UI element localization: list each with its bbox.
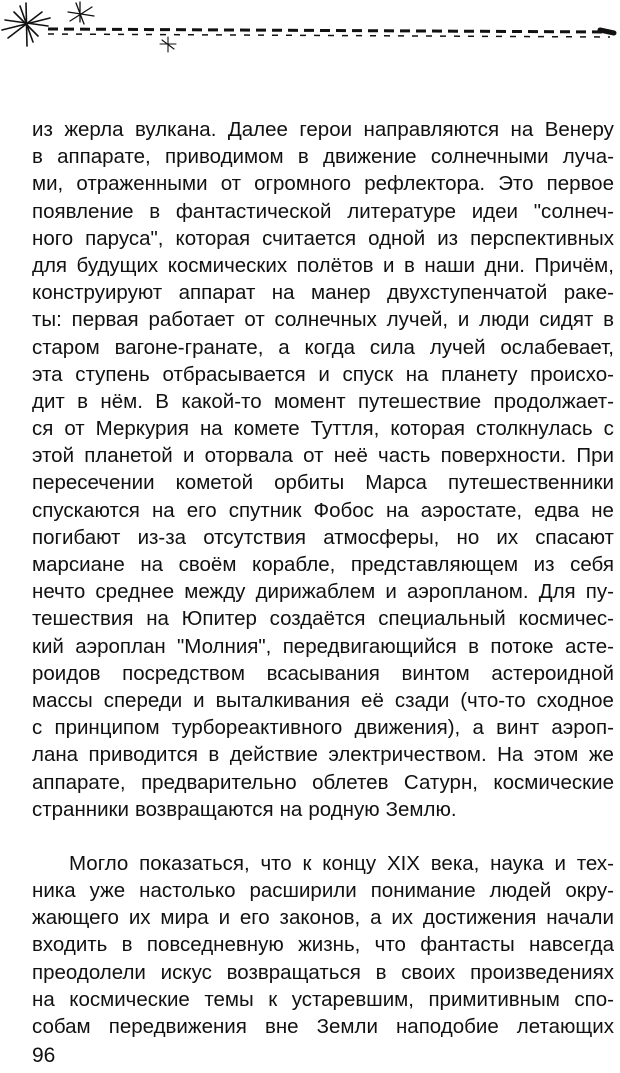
word: передвигающийся xyxy=(282,634,457,658)
word: и xyxy=(318,362,330,386)
word: дит xyxy=(32,389,65,413)
word: жающего xyxy=(32,906,119,930)
word: появление xyxy=(32,199,134,223)
word: его xyxy=(186,498,217,522)
word: показаться, xyxy=(139,851,250,875)
word: первое xyxy=(546,172,614,196)
word: космические xyxy=(69,987,190,1011)
word: вне xyxy=(264,1015,299,1038)
text-line xyxy=(32,605,614,632)
word: часть xyxy=(378,444,431,468)
small-star-icon xyxy=(68,2,94,24)
word: на xyxy=(279,797,303,821)
word: в xyxy=(375,960,387,984)
word: (что-то xyxy=(460,688,526,712)
text-line xyxy=(32,741,614,768)
word: ступень xyxy=(75,362,150,386)
word: вулкана. xyxy=(134,118,217,141)
word: электричеством. xyxy=(328,743,487,767)
text-line xyxy=(32,306,614,333)
word: начали xyxy=(546,906,614,930)
word: марсиане xyxy=(32,553,125,576)
word: с xyxy=(603,417,614,441)
word: не xyxy=(591,498,614,522)
text-line xyxy=(32,904,614,931)
word: среднее xyxy=(95,580,175,604)
word: спуск xyxy=(342,362,394,386)
word: будущих xyxy=(76,253,159,277)
word: всасывания xyxy=(266,661,380,685)
word: герои xyxy=(299,118,353,141)
word: предварительно xyxy=(141,770,297,794)
word: тех- xyxy=(576,851,614,875)
word: которая xyxy=(175,226,251,250)
word: примитивным xyxy=(428,987,560,1011)
word: какой-то xyxy=(181,389,262,413)
word: асте- xyxy=(564,634,614,658)
word: космические xyxy=(493,770,614,794)
word: комете xyxy=(233,417,300,441)
word: путешествие xyxy=(358,389,482,413)
text-line xyxy=(32,497,614,524)
word: навсегда xyxy=(529,933,614,957)
word: возвращаться xyxy=(226,960,361,984)
word: лана xyxy=(32,743,79,767)
word: в xyxy=(149,199,161,223)
word: отсутствия xyxy=(203,525,307,549)
word: Венеру xyxy=(544,118,614,141)
word: на xyxy=(146,607,169,631)
word: первая xyxy=(71,308,139,332)
word: а xyxy=(472,716,484,740)
word: вагоне-гранате, xyxy=(114,335,264,359)
word: и xyxy=(218,906,231,930)
word: их xyxy=(496,525,519,549)
word: аэроп- xyxy=(551,716,614,740)
word: огромного xyxy=(254,172,352,196)
text-line xyxy=(32,959,614,986)
word: от xyxy=(303,444,324,468)
word: аппарате, xyxy=(57,145,151,169)
text-line xyxy=(32,714,614,741)
text-line xyxy=(32,334,614,361)
word: Причём, xyxy=(534,253,614,277)
word: Марса xyxy=(365,471,427,495)
word: облетев xyxy=(312,770,389,794)
word: с xyxy=(32,716,43,740)
word: луча- xyxy=(562,145,614,169)
word: искус xyxy=(160,960,212,984)
word: В xyxy=(155,389,169,413)
word: на xyxy=(32,987,55,1011)
word: сила xyxy=(369,335,415,359)
word: и xyxy=(383,253,395,277)
word: аэропланом. xyxy=(406,580,529,604)
word: Земли xyxy=(316,1015,378,1038)
word: но xyxy=(456,525,480,549)
word: родную xyxy=(308,797,380,821)
word: потоке xyxy=(490,634,554,658)
star-burst-icon xyxy=(2,3,50,46)
word: темы xyxy=(204,987,254,1011)
word: его xyxy=(239,906,270,930)
word: Меркурия xyxy=(95,417,189,441)
word: манер xyxy=(310,281,371,305)
paragraph-gap xyxy=(32,823,614,850)
word: летающих xyxy=(516,1015,614,1038)
word: на xyxy=(385,498,409,522)
word: Могло xyxy=(69,851,129,875)
word: странники xyxy=(32,797,129,821)
word: спутник xyxy=(228,498,302,522)
word: фантасты xyxy=(420,933,515,957)
text-line xyxy=(32,551,614,578)
text-line xyxy=(32,931,614,958)
word: солнечных xyxy=(274,308,377,332)
word: века, xyxy=(430,851,480,875)
word: этом xyxy=(533,743,579,767)
word: же xyxy=(588,743,614,767)
word: "Молния", xyxy=(177,634,272,658)
word: ся xyxy=(32,417,54,441)
word: настолько xyxy=(139,879,236,903)
word: преодолели xyxy=(32,960,146,984)
word: от xyxy=(220,172,242,196)
word: на xyxy=(151,498,175,522)
word: орбиты xyxy=(274,471,345,495)
word: из xyxy=(533,553,555,576)
text-line xyxy=(32,442,614,469)
word: направляются xyxy=(363,118,500,141)
word: приводимом xyxy=(165,145,284,169)
word: спереди xyxy=(103,688,183,712)
text-line xyxy=(32,796,614,823)
word: фантастической xyxy=(175,199,332,223)
word: жерла xyxy=(64,118,124,141)
text-line xyxy=(32,524,614,551)
word: полётов xyxy=(296,253,374,277)
word: ты: xyxy=(32,308,62,332)
word: дни. xyxy=(484,253,525,277)
word: и xyxy=(193,688,205,712)
word: XIX xyxy=(386,851,420,875)
word: Юпитер xyxy=(181,607,257,631)
word: Это xyxy=(498,172,534,196)
word: При xyxy=(576,444,614,468)
word: поверхности. xyxy=(440,444,567,468)
word: на xyxy=(140,553,164,576)
word: На xyxy=(497,743,524,767)
word: к xyxy=(302,851,312,875)
word: кометой xyxy=(175,471,254,495)
word: Туттля, xyxy=(310,417,380,441)
word: столкнулась xyxy=(475,417,593,441)
word: в xyxy=(403,253,415,277)
text-line xyxy=(32,687,614,714)
word: пересечении xyxy=(32,471,155,495)
word: от xyxy=(244,308,265,332)
word: наука xyxy=(490,851,544,875)
word: себя xyxy=(570,553,614,576)
word: планетой xyxy=(84,444,173,468)
word: конструируют xyxy=(32,281,163,305)
body-text xyxy=(32,116,614,1040)
word: ного xyxy=(32,226,74,250)
text-line xyxy=(32,578,614,605)
word: момент xyxy=(273,389,346,413)
word: устаревшим, xyxy=(291,987,414,1011)
page-number: 96 xyxy=(32,1044,56,1067)
word: аппарате, xyxy=(32,770,126,794)
word: люди xyxy=(479,308,530,332)
word: между xyxy=(184,580,246,604)
word: сходное xyxy=(536,688,614,712)
word: и xyxy=(182,444,195,468)
word: Для xyxy=(538,580,576,604)
word: рефлектора. xyxy=(364,172,486,196)
word: эта xyxy=(32,362,63,386)
word: происхо- xyxy=(530,362,614,386)
word: которая xyxy=(390,417,465,441)
word: Далее xyxy=(227,118,288,141)
text-line xyxy=(32,361,614,388)
word: сзади xyxy=(394,688,450,712)
word: считается xyxy=(262,226,357,250)
word: нём. xyxy=(100,389,143,413)
word: понимание xyxy=(370,879,476,903)
word: пу- xyxy=(585,580,614,604)
word: продолжает- xyxy=(493,389,614,413)
word: мира xyxy=(160,906,209,930)
word: дирижаблем xyxy=(255,580,376,604)
word: спасают xyxy=(535,525,614,549)
text-line xyxy=(32,469,614,496)
word: действие xyxy=(229,743,318,767)
word: в xyxy=(297,145,309,169)
word: в xyxy=(121,933,133,957)
text-line xyxy=(32,633,614,660)
word: а xyxy=(278,335,290,359)
word: аппарат xyxy=(178,281,256,305)
text-line xyxy=(32,1013,614,1040)
word: лучей xyxy=(429,335,486,359)
word: идеи xyxy=(471,199,518,223)
word: литературе xyxy=(347,199,457,223)
word: лучей, xyxy=(386,308,449,332)
text-line xyxy=(32,986,614,1013)
word: возвращаются xyxy=(134,797,274,821)
word: планету xyxy=(441,362,518,386)
word: путешественники xyxy=(447,471,614,495)
header-ornament xyxy=(0,0,620,60)
word: жизнь, xyxy=(298,933,361,957)
word: посредством xyxy=(122,661,245,685)
word: собам xyxy=(32,1015,91,1038)
word: массы xyxy=(32,688,93,712)
word: раке- xyxy=(563,281,614,305)
word: "солнеч- xyxy=(533,199,614,223)
word: винт xyxy=(496,716,540,740)
word: уже xyxy=(89,879,126,903)
word: турбореактивного xyxy=(171,716,343,740)
word: этой xyxy=(32,444,75,468)
text-line xyxy=(32,660,614,687)
word: отраженными xyxy=(76,172,208,196)
word: на xyxy=(199,417,223,441)
text-line xyxy=(32,877,614,904)
word: паруса", xyxy=(85,226,164,250)
word: корабле, xyxy=(252,553,336,576)
word: неё xyxy=(333,444,368,468)
word: и xyxy=(457,308,470,332)
word: специальный xyxy=(378,607,506,631)
text-line xyxy=(32,198,614,225)
word: наподобие xyxy=(395,1015,499,1038)
word: аэростате, xyxy=(420,498,523,522)
word: для xyxy=(32,253,68,277)
word: концу xyxy=(322,851,377,875)
text-line xyxy=(32,143,614,170)
word: повседневную xyxy=(146,933,284,957)
word: в xyxy=(32,145,43,169)
word: из-за xyxy=(137,525,187,549)
word: а xyxy=(370,906,382,930)
word: космических xyxy=(167,253,288,277)
text-line xyxy=(32,225,614,252)
word: ослабевает, xyxy=(500,335,614,359)
word: на xyxy=(405,362,429,386)
word: достижения xyxy=(422,906,537,930)
word: что xyxy=(260,851,292,875)
word: в xyxy=(603,308,614,332)
word: ми, xyxy=(32,172,64,196)
word: расширили xyxy=(249,879,357,903)
word: нечто xyxy=(32,580,86,604)
text-line xyxy=(32,170,614,197)
word: атмосферы, xyxy=(323,525,440,549)
word: спускаются xyxy=(32,498,140,522)
text-line xyxy=(32,388,614,415)
word: в xyxy=(208,743,220,767)
word: ника xyxy=(32,879,76,903)
word: выталкивания xyxy=(215,688,351,712)
word: к xyxy=(268,987,278,1011)
word: перспективных xyxy=(470,226,614,250)
word: роидов xyxy=(32,661,101,685)
word: людей xyxy=(489,879,552,903)
word: космичес- xyxy=(518,607,614,631)
word: её xyxy=(361,688,384,712)
word: наши xyxy=(424,253,476,277)
word: на xyxy=(271,281,295,305)
tiny-star-icon xyxy=(160,37,176,52)
word: от xyxy=(64,417,85,441)
word: из xyxy=(32,118,53,141)
word: кий xyxy=(32,634,64,658)
word: движения), xyxy=(354,716,461,740)
word: и xyxy=(554,851,566,875)
text-line xyxy=(32,850,614,877)
word: погибают xyxy=(32,525,121,549)
word: в xyxy=(77,389,89,413)
word: передвижения xyxy=(108,1015,247,1038)
word: аэроплан xyxy=(75,634,166,658)
word: из xyxy=(437,226,459,250)
text-line xyxy=(32,279,614,306)
word: Фобос xyxy=(313,498,374,522)
word: когда xyxy=(304,335,356,359)
word: Землю. xyxy=(385,797,457,821)
word: солнечными xyxy=(430,145,549,169)
word: астероидной xyxy=(491,661,614,685)
text-line xyxy=(32,415,614,442)
word: что xyxy=(374,933,406,957)
word: произведениях xyxy=(470,960,614,984)
word: винтом xyxy=(401,661,470,685)
word: приводится xyxy=(88,743,198,767)
word: представляющем xyxy=(350,553,519,576)
word: работает xyxy=(148,308,235,332)
word: входить xyxy=(32,933,108,957)
text-line xyxy=(32,769,614,796)
word: едва xyxy=(534,498,580,522)
word: создаётся xyxy=(269,607,366,631)
word: двухступенчатой xyxy=(387,281,548,305)
word: принципом xyxy=(54,716,160,740)
word: одной xyxy=(368,226,426,250)
word: тешествия xyxy=(32,607,134,631)
word: их xyxy=(128,906,151,930)
word: своём xyxy=(178,553,237,576)
word: в xyxy=(468,634,480,658)
word: сидят xyxy=(539,308,594,332)
word: их xyxy=(391,906,414,930)
word: и xyxy=(385,580,397,604)
word: окру- xyxy=(565,879,614,903)
text-line xyxy=(32,116,614,143)
word: отбрасывается xyxy=(162,362,306,386)
word: спо- xyxy=(574,987,614,1011)
word: Сатурн, xyxy=(403,770,478,794)
word: своих xyxy=(401,960,456,984)
word: законов, xyxy=(279,906,361,930)
word: на xyxy=(510,118,534,141)
word: движение xyxy=(322,145,417,169)
word: старом xyxy=(32,335,100,359)
dashed-rule xyxy=(48,29,614,37)
text-line xyxy=(32,252,614,279)
word: оторвала xyxy=(204,444,293,468)
